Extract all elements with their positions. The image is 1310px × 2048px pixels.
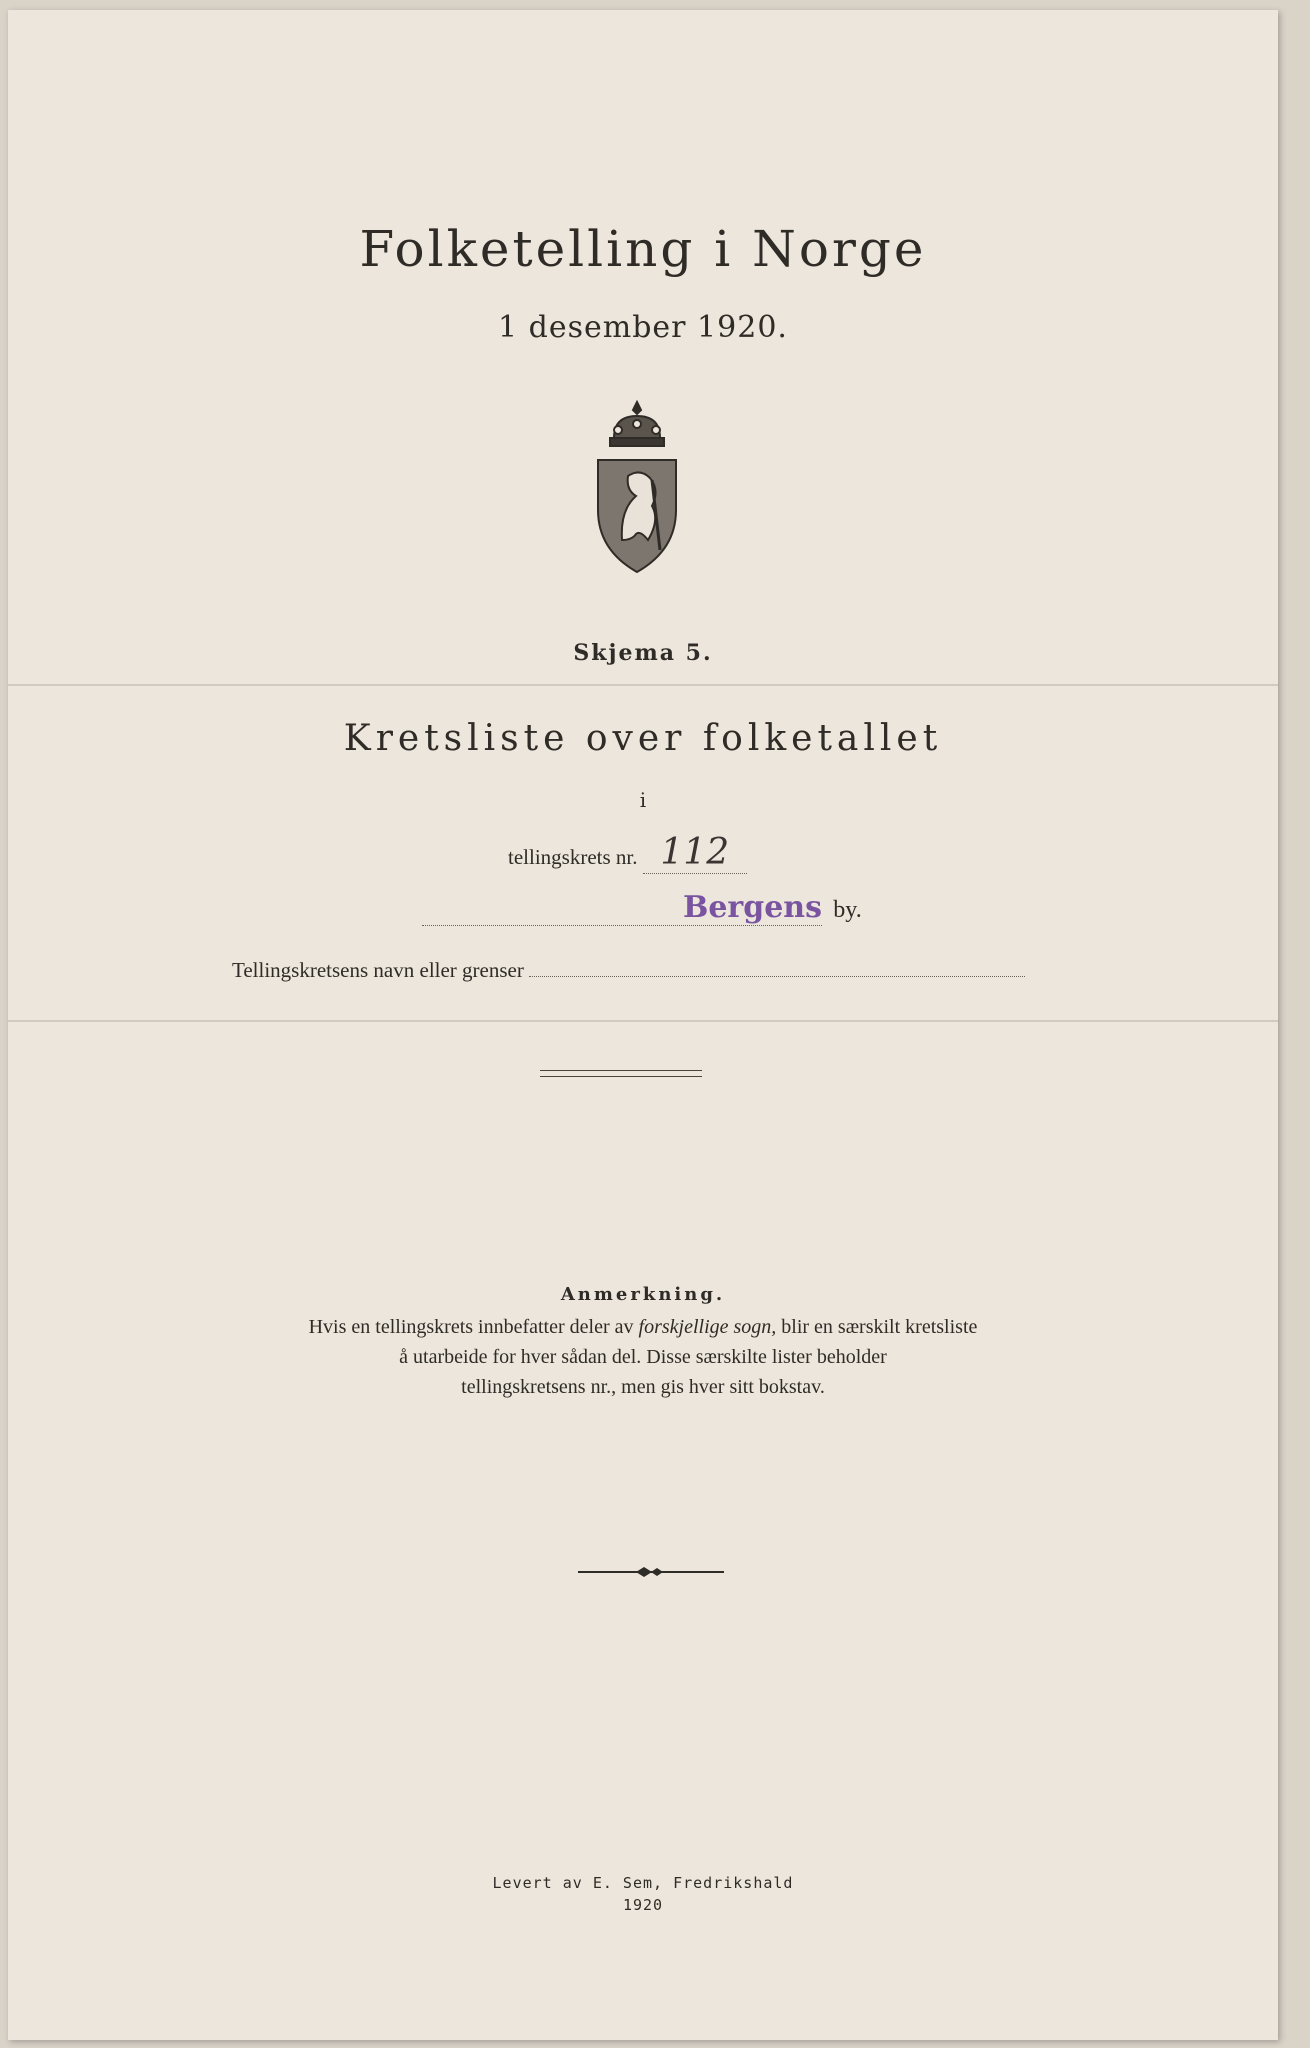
district-number-row — [508, 832, 747, 874]
note-line-3: tellingskretsens nr., men gis hver sitt bokstav. — [461, 1376, 825, 1398]
city-row — [422, 890, 862, 926]
district-number-field[interactable] — [643, 832, 747, 874]
census-form-page — [8, 10, 1278, 2040]
census-date: 1 desember 1920. — [498, 310, 788, 345]
form-number-label: Skjema 5. — [573, 640, 713, 666]
city-field[interactable] — [422, 890, 822, 926]
paper-fold-line — [8, 1020, 1278, 1022]
district-name-field[interactable] — [529, 976, 1025, 977]
district-name-row — [232, 958, 1025, 983]
city-suffix: by. — [833, 897, 862, 923]
printer-year: 1920 — [622, 1896, 664, 1914]
note-line-2: å utarbeide for hver sådan del. Disse særskilte lister beholder — [399, 1346, 887, 1368]
district-number-value: 112 — [660, 832, 730, 873]
paper-fold-line — [8, 684, 1278, 686]
district-name-label: Tellingskretsens navn eller grenser — [232, 958, 524, 982]
district-number-label: tellingskrets nr. — [508, 845, 638, 869]
printer-credit: Levert av E. Sem, Fredrikshald — [492, 1874, 794, 1892]
section-divider — [540, 1070, 702, 1077]
connector-text: i — [639, 788, 647, 812]
city-stamp-value: Bergens — [682, 890, 822, 925]
form-title: Folketelling i Norge — [359, 220, 927, 278]
note-heading: Anmerkning. — [560, 1284, 726, 1305]
form-subtitle: Kretsliste over folketallet — [343, 718, 943, 759]
ornament-divider-icon — [578, 1562, 724, 1582]
note-line-1: Hvis en tellingskrets innbefatter deler av forskjellige sogn, blir en særskilt kretsliste — [308, 1316, 978, 1338]
norwegian-coat-of-arms-icon — [592, 400, 682, 580]
